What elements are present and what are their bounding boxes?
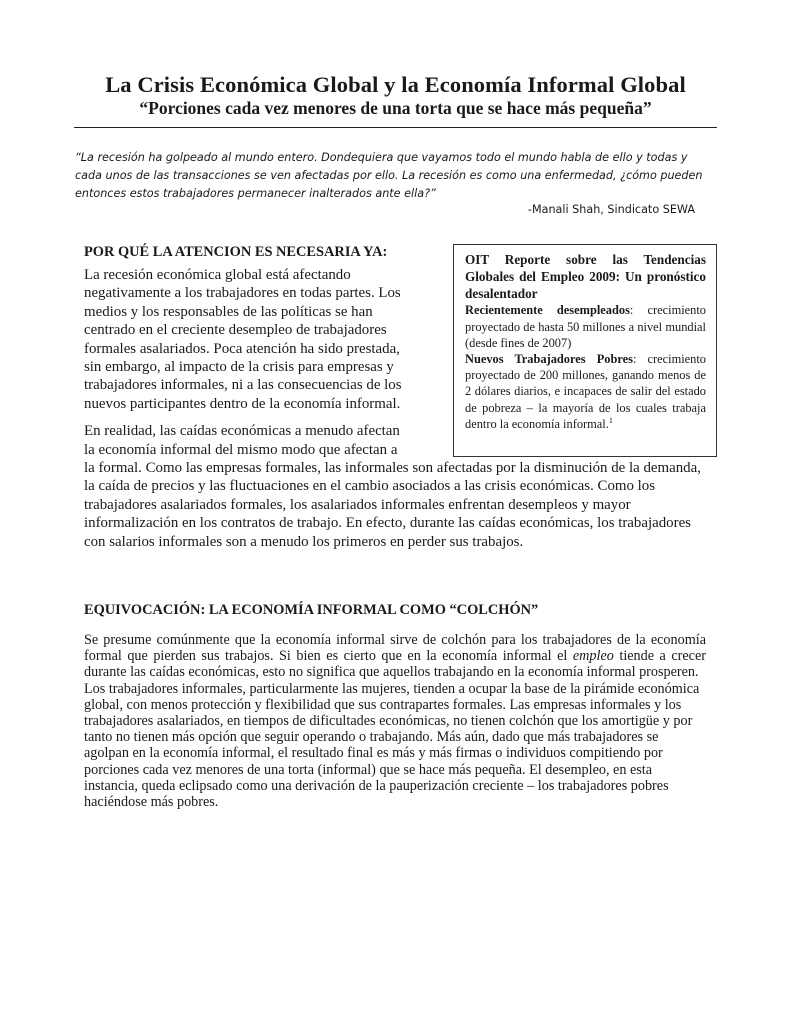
cushion-p1-emphasis: empleo bbox=[572, 648, 614, 665]
section-cushion-paragraph-2: Los trabajadores informales, particularmente las mujeres, tienden a ocupar la base de la pirámide económica global, con menos protección y flexibilidad que sus contrapartes formales. Las empresas informales y los trabajadores asalariados, en tiempos de dificultades económicas, no tienen colchón que los amortigüe y por tanto no tienen más opción que seguir operando o trabajando. Más aún, dado que más trabajadores se agolpan en la economía informal, el resultado final es más y más firmas o individuos compitiendo por porciones cada vez menores de una torta (informal) que se hace más pequeña. El desempleo, en esta instancia, queda eclipsado como una derivación de la pauperización creciente – los trabajadores pobres haciéndose más pobres. bbox=[84, 680, 700, 811]
cushion-p1-part-a: Se presume comúnmente que la economía informal sirve de colchón para los trabajadores de la economía formal que pierden sus trabajos. Si bien es cierto que en la economía informal el bbox=[84, 632, 706, 665]
document-subtitle: “Porciones cada vez menores de una torta que se hace más pequeña” bbox=[139, 98, 652, 118]
ilo-box-item-unemployed-text: : crecimiento proyectado de hasta 50 millones a nivel mundial (desde fines de 2007) bbox=[465, 303, 706, 350]
document-title: La Crisis Económica Global y la Economía Informal Global bbox=[105, 72, 686, 97]
section-heading-cushion: EQUIVOCACIÓN: LA ECONOMÍA INFORMAL COMO “COLCHÓN” bbox=[84, 602, 539, 618]
section-heading-why-now: POR QUÉ LA ATENCION ES NECESARIA YA: bbox=[84, 244, 388, 260]
ilo-box-title: OIT Reporte sobre las Tendencias Globales del Empleo 2009: Un pronóstico desalentador bbox=[465, 252, 706, 301]
opening-quote: “La recesión ha golpeado al mundo entero. Dondequiera que vayamos todo el mundo habla de ello y todas y cada unos de las transacciones se ven afectadas por ello. La recesión es como una enfermedad, ¿cómo pueden entonces estos trabajadores permanecer inalterados ante ella?” bbox=[75, 151, 703, 200]
ilo-report-box bbox=[453, 244, 717, 457]
section-cushion-paragraph-1 bbox=[84, 632, 706, 681]
cushion-p1-part-b: tiende a crecer durante las caídas económicas, esto no significa que aquellos trabajando en la economía informal prosperen. bbox=[84, 648, 706, 681]
title-divider bbox=[74, 127, 717, 128]
section-cushion-body bbox=[84, 632, 706, 810]
quote-attribution: -Manali Shah, Sindicato SEWA bbox=[527, 203, 695, 216]
ilo-box-item-unemployed bbox=[465, 302, 706, 351]
footnote-marker[interactable]: 1 bbox=[608, 415, 613, 425]
section-why-now-paragraph-2: En realidad, las caídas económicas a menudo afectan la economía informal del mismo modo que afectan a la formal. Como las empresas formales, las informales son afectadas por la disminución de la demanda, la caída de precios y las fluctuaciones en el cambio asociados a las crisis económicas. Como los trabajadores asalariados formales, los asalariados informales enfrentan desempleos y mayor informalización en los contratos de trabajo. En efecto, durante las caídas económicas, los trabajadores con salarios informales son a menudo los primeros en perder sus trabajos. bbox=[84, 423, 701, 550]
ilo-box-item-unemployed-label: Recientemente desempleados bbox=[465, 303, 630, 318]
ilo-box-item-working-poor-text: : crecimiento proyectado de 200 millones, ganando menos de 2 dólares diarios, e incapaces de salir del estado de pobreza – la mayoría de los cuales trabaja dentro la economía informal. bbox=[465, 352, 706, 431]
ilo-box-item-working-poor-label: Nuevos Trabajadores Pobres bbox=[465, 352, 633, 366]
ilo-box-item-working-poor bbox=[465, 351, 706, 432]
section-why-now-paragraph-1: La recesión económica global está afectando negativamente a los trabajadores en todas partes. Los medios y los responsables de las políticas se han centrado en el creciente desempleo de trabajadores formales asalariados. Poca atención ha sido prestada, sin embargo, al impacto de la crisis para empresas y trabajadores informales, ni a las consecuencias de los nuevos participantes dentro de la economía informal. bbox=[84, 267, 402, 412]
